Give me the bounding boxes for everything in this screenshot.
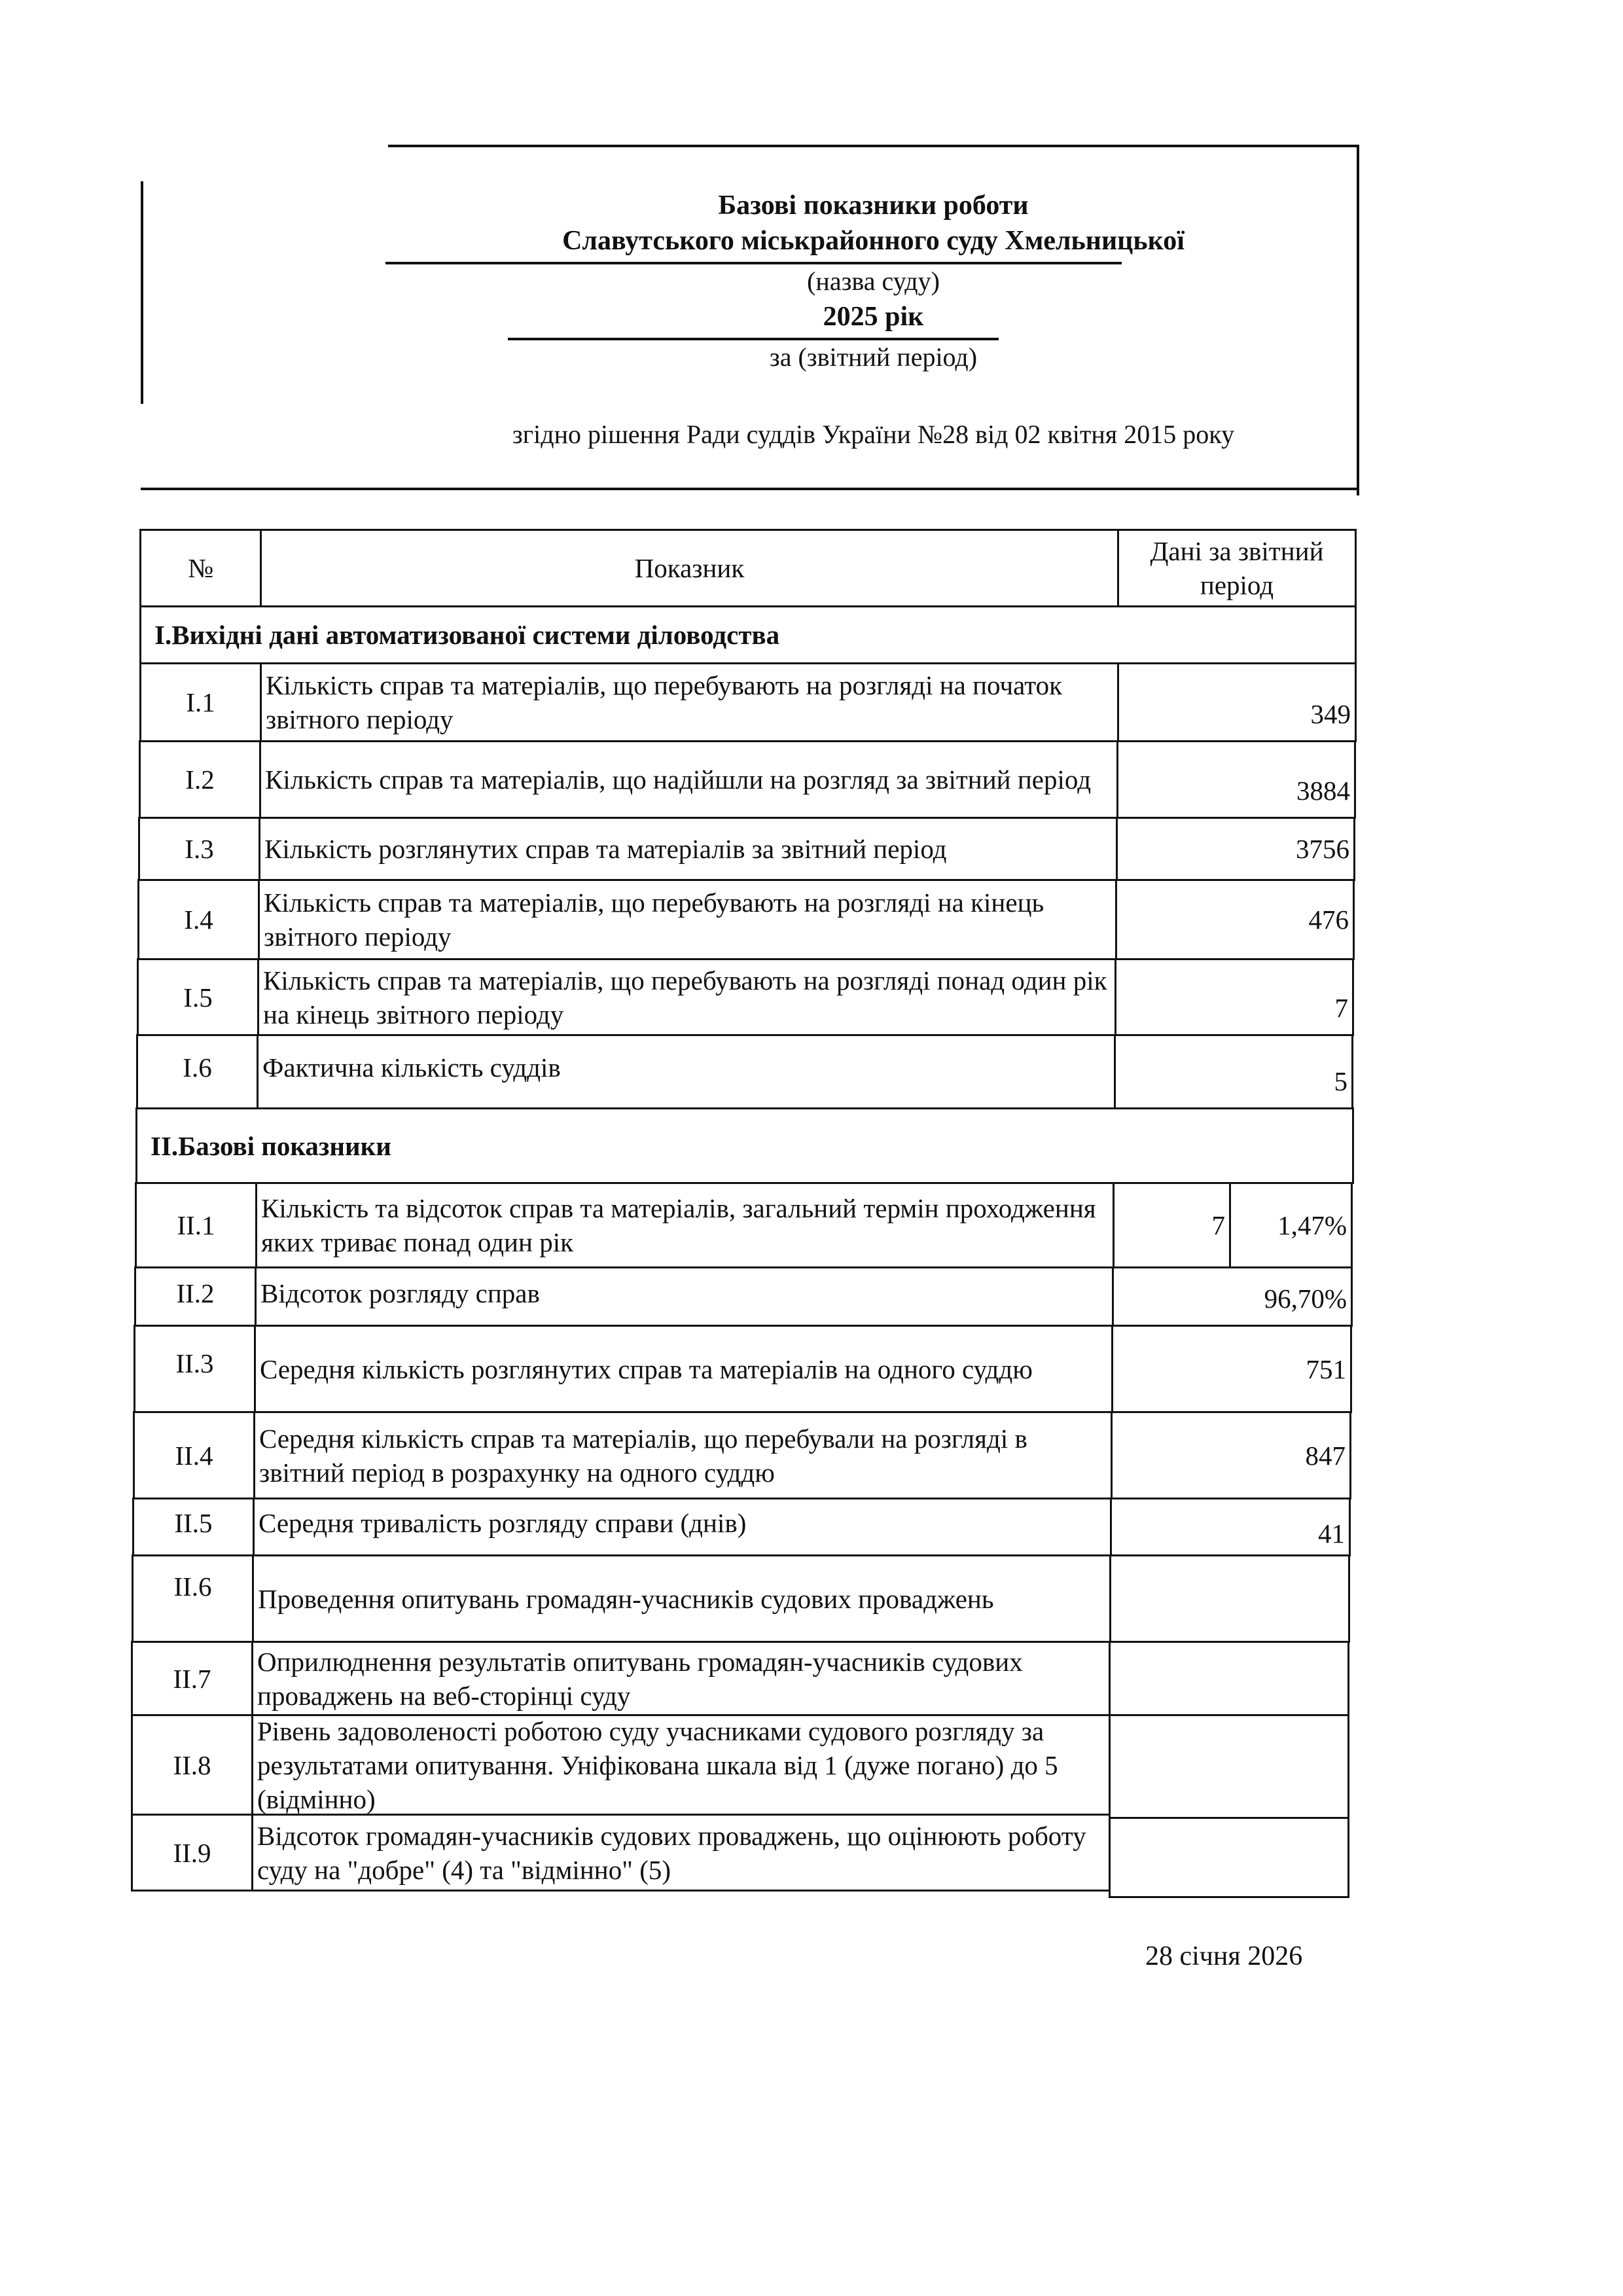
section-title: І.Вихідні дані автоматизованої системи діловодства	[139, 605, 1357, 664]
header-top-border	[388, 145, 1359, 147]
row-value: 3756	[1116, 817, 1355, 881]
period-caption: за (звітний період)	[769, 342, 978, 372]
col-header-value: Дані за звітний період	[1117, 529, 1357, 607]
row-indicator: Кількість та відсоток справ та матеріалів, загальний термін проходження яких триває понад один рік	[255, 1182, 1115, 1268]
court-name-underline	[385, 262, 1122, 264]
row-number: І.4	[137, 879, 260, 960]
row-number: ІІ.8	[131, 1714, 253, 1816]
row-indicator: Середня кількість розглянутих справ та матеріалів на одного суддю	[254, 1325, 1113, 1413]
decision-basis: згідно рішення Ради суддів України №28 від 02 квітня 2015 року	[512, 420, 1235, 449]
court-name: Славутського міськрайонного суду Хмельницької	[562, 226, 1185, 256]
row-value	[1109, 1714, 1349, 1819]
row-indicator: Кількість справ та матеріалів, що перебувають на розгляді на початок звітного періоду	[260, 662, 1119, 742]
row-number: ІІ.7	[131, 1641, 253, 1716]
row-value	[1109, 1641, 1349, 1716]
row-value: 41	[1110, 1498, 1351, 1556]
row-number: ІІ.5	[132, 1498, 255, 1556]
row-indicator: Відсоток громадян-учасників судових проваджень, що оцінюють роботу суду на "добре" (4) та "відмінно" (5)	[251, 1814, 1111, 1892]
row-indicator: Кількість справ та матеріалів, що перебувають на розгляді понад один рік на кінець звітного періоду	[257, 958, 1116, 1036]
row-value: 751	[1111, 1325, 1352, 1413]
row-value	[1109, 1554, 1350, 1643]
row-number: І.6	[136, 1034, 259, 1109]
report-period: 2025 рік	[823, 302, 924, 332]
row-indicator: Кількість розглянутих справ та матеріалів за звітний період	[259, 817, 1118, 881]
section-title: ІІ.Базові показники	[135, 1107, 1354, 1184]
court-name-caption: (назва суду)	[807, 266, 940, 296]
row-number: І.5	[137, 958, 259, 1036]
row-value: 3884	[1116, 740, 1356, 819]
header-bottom-border	[141, 488, 1359, 490]
col-header-number: №	[139, 529, 262, 607]
row-value: 476	[1115, 879, 1355, 960]
row-value: 96,70%	[1112, 1266, 1353, 1327]
col-header-indicator: Показник	[260, 529, 1119, 607]
report-title: Базові показники роботи	[718, 190, 1029, 221]
row-indicator: Рівень задоволеності роботою суду учасниками судового розгляду за результатами опитування. Уніфікована шкала від 1 (дуже погано) до 5 (відмінно)	[251, 1714, 1111, 1816]
row-indicator: Проведення опитувань громадян-учасників судових проваджень	[252, 1554, 1111, 1643]
row-number: ІІ.4	[133, 1411, 255, 1499]
row-value-count: 7	[1113, 1182, 1231, 1268]
row-indicator: Кількість справ та матеріалів, що надійшли на розгляд за звітний період	[259, 740, 1118, 819]
row-number: І.1	[139, 662, 262, 742]
header-left-mark	[141, 181, 143, 404]
period-underline	[508, 338, 999, 340]
row-number: ІІ.2	[134, 1266, 257, 1327]
row-number: ІІ.9	[131, 1814, 253, 1892]
row-value: 847	[1111, 1411, 1351, 1499]
row-number: І.2	[139, 740, 261, 819]
row-indicator: Середня тривалість розгляду справи (днів)	[253, 1498, 1112, 1556]
row-value: 349	[1117, 662, 1357, 742]
row-indicator: Кількість справ та матеріалів, що перебувають на розгляді на кінець звітного періоду	[258, 879, 1117, 960]
report-date: 28 січня 2026	[1145, 1941, 1303, 1971]
row-number: ІІ.6	[132, 1554, 254, 1643]
row-number: ІІ.3	[134, 1325, 256, 1413]
row-indicator: Середня кількість справ та матеріалів, що перебували на розгляді в звітний період в розрахунку на одного суддю	[253, 1411, 1113, 1499]
row-number: І.3	[138, 817, 260, 881]
row-indicator: Фактична кількість суддів	[257, 1034, 1116, 1109]
row-indicator: Оприлюднення результатів опитувань громадян-учасників судових проваджень на веб-сторінці суду	[251, 1641, 1111, 1716]
row-indicator: Відсоток розгляду справ	[255, 1266, 1114, 1327]
row-value-percent: 1,47%	[1229, 1182, 1353, 1268]
row-value: 7	[1115, 958, 1354, 1036]
row-value	[1109, 1817, 1349, 1898]
row-value: 5	[1114, 1034, 1353, 1109]
row-number: ІІ.1	[135, 1182, 257, 1268]
